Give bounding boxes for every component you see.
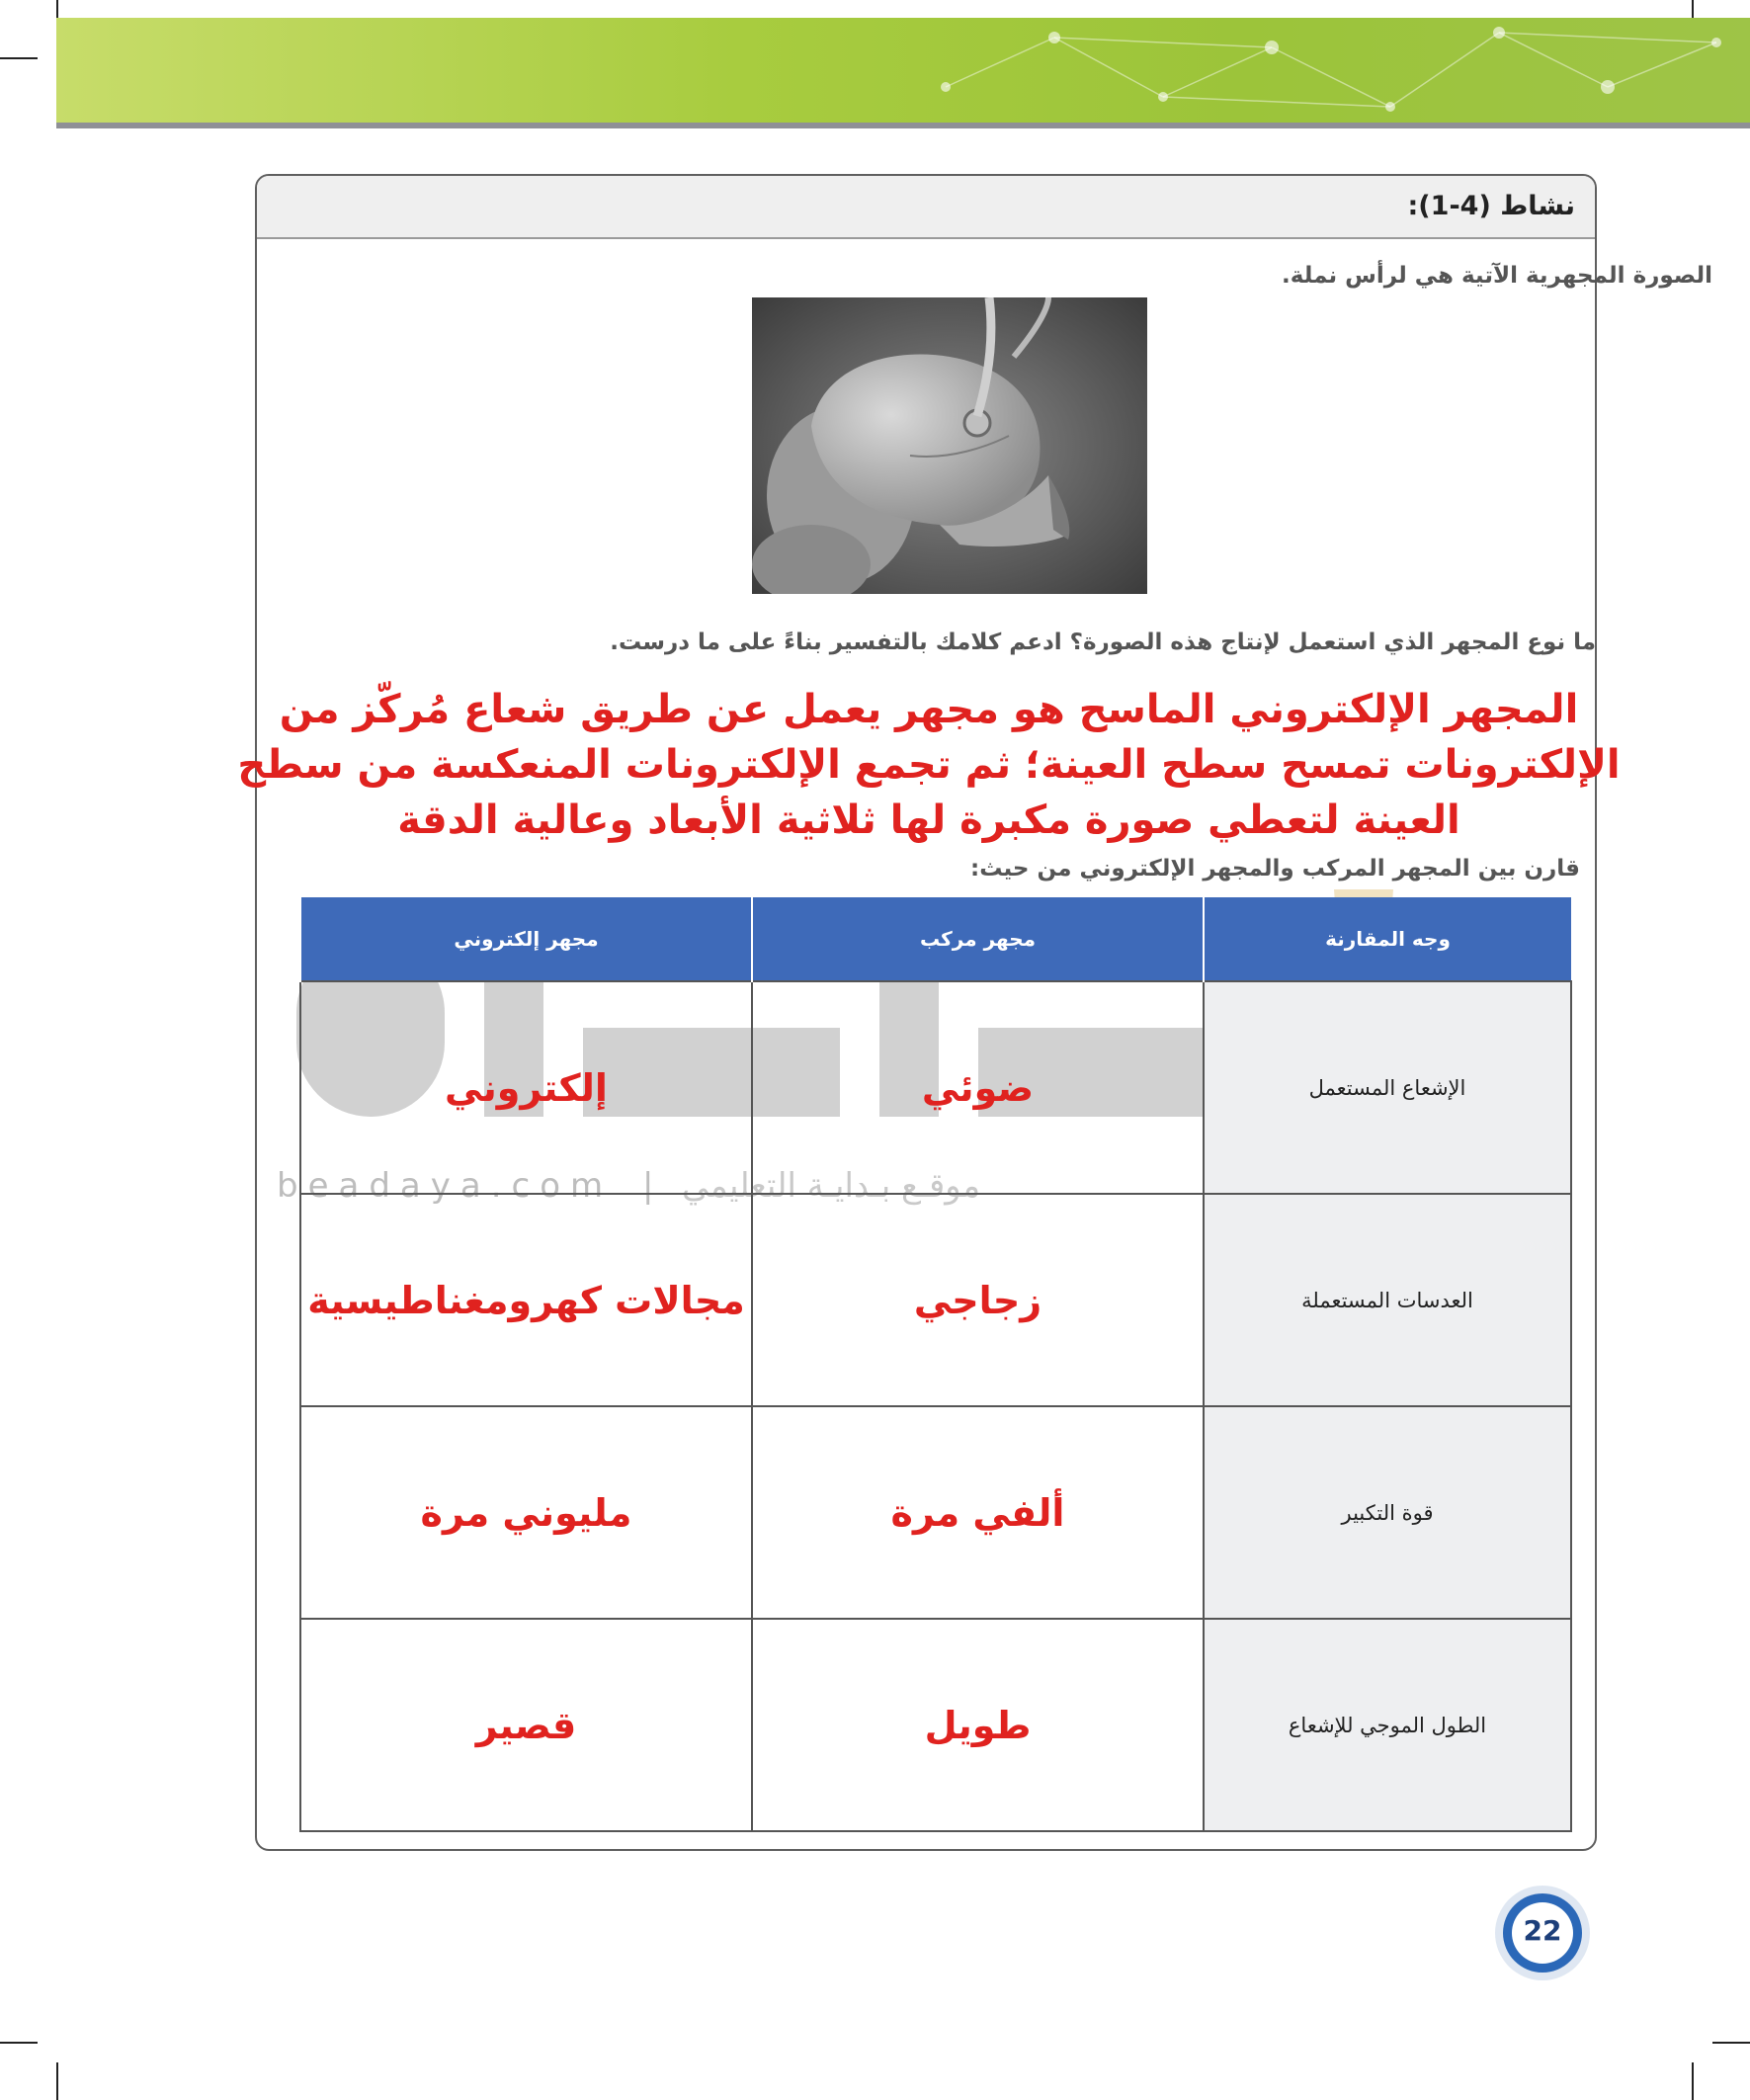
header-compound: مجهر مركب <box>752 897 1204 981</box>
table-header-row <box>300 897 1571 981</box>
table-row <box>300 1406 1571 1619</box>
table-row <box>300 981 1571 1194</box>
activity-question: ما نوع المجهر الذي استعمل لإنتاج هذه الصورة؟ ادعم كلامك بالتفسير بناءً على ما درست. <box>610 630 1596 655</box>
header-electron: مجهر إلكتروني <box>300 897 752 981</box>
row-electron-value: إلكتروني <box>300 981 752 1194</box>
table-row <box>300 1194 1571 1406</box>
watermark-divider: | <box>642 1166 654 1206</box>
row-electron-value: قصير <box>300 1619 752 1831</box>
row-aspect: العدسات المستعملة <box>1204 1194 1571 1406</box>
watermark-site: beadaya.com <box>277 1166 614 1206</box>
row-compound-value: زجاجي <box>752 1194 1204 1406</box>
banner-shadow <box>56 123 1750 128</box>
crop-mark <box>1712 2042 1750 2044</box>
header-aspect: وجه المقارنة <box>1204 897 1571 981</box>
row-electron-value: مليوني مرة <box>300 1406 752 1619</box>
crop-mark <box>1692 2062 1694 2100</box>
header-banner <box>56 18 1750 126</box>
activity-header <box>257 176 1595 239</box>
row-compound-value: ألفي مرة <box>752 1406 1204 1619</box>
row-aspect: قوة التكبير <box>1204 1406 1571 1619</box>
row-aspect: الإشعاع المستعمل <box>1204 981 1571 1194</box>
row-electron-value: مجالات كهرومغناطيسية <box>300 1194 752 1406</box>
watermark-tagline: موقـع بـدايـة التعليمي <box>682 1166 981 1206</box>
crop-mark <box>0 57 38 59</box>
ant-head-micrograph <box>752 297 1147 594</box>
activity-title: نشاط (4-1): <box>1407 191 1575 221</box>
activity-intro: الصورة المجهرية الآتية هي لرأس نملة. <box>1282 263 1712 289</box>
crop-mark <box>0 2042 38 2044</box>
row-compound-value: ضوئي <box>752 981 1204 1194</box>
table-row <box>300 1619 1571 1831</box>
page-number: 22 <box>1523 1914 1562 1947</box>
row-compound-value: طويل <box>752 1619 1204 1831</box>
network-pattern <box>56 18 1750 126</box>
handwritten-answer: المجهر الإلكتروني الماسح هو مجهر يعمل عن طريق شعاع مُركّز من الإلكترونات تمسح سطح العينة؛ ثم تجمع الإلكترونات المنعكسة من سطح العينة لتعطي صورة مكبرة لها ثلاثية الأبعاد وعالية الدقة <box>237 687 1621 843</box>
comparison-table <box>299 897 1572 1832</box>
crop-mark <box>56 2062 58 2100</box>
row-aspect: الطول الموجي للإشعاع <box>1204 1619 1571 1831</box>
compare-prompt: قارن بين المجهر المركب والمجهر الإلكتروني من حيث: <box>970 856 1580 882</box>
